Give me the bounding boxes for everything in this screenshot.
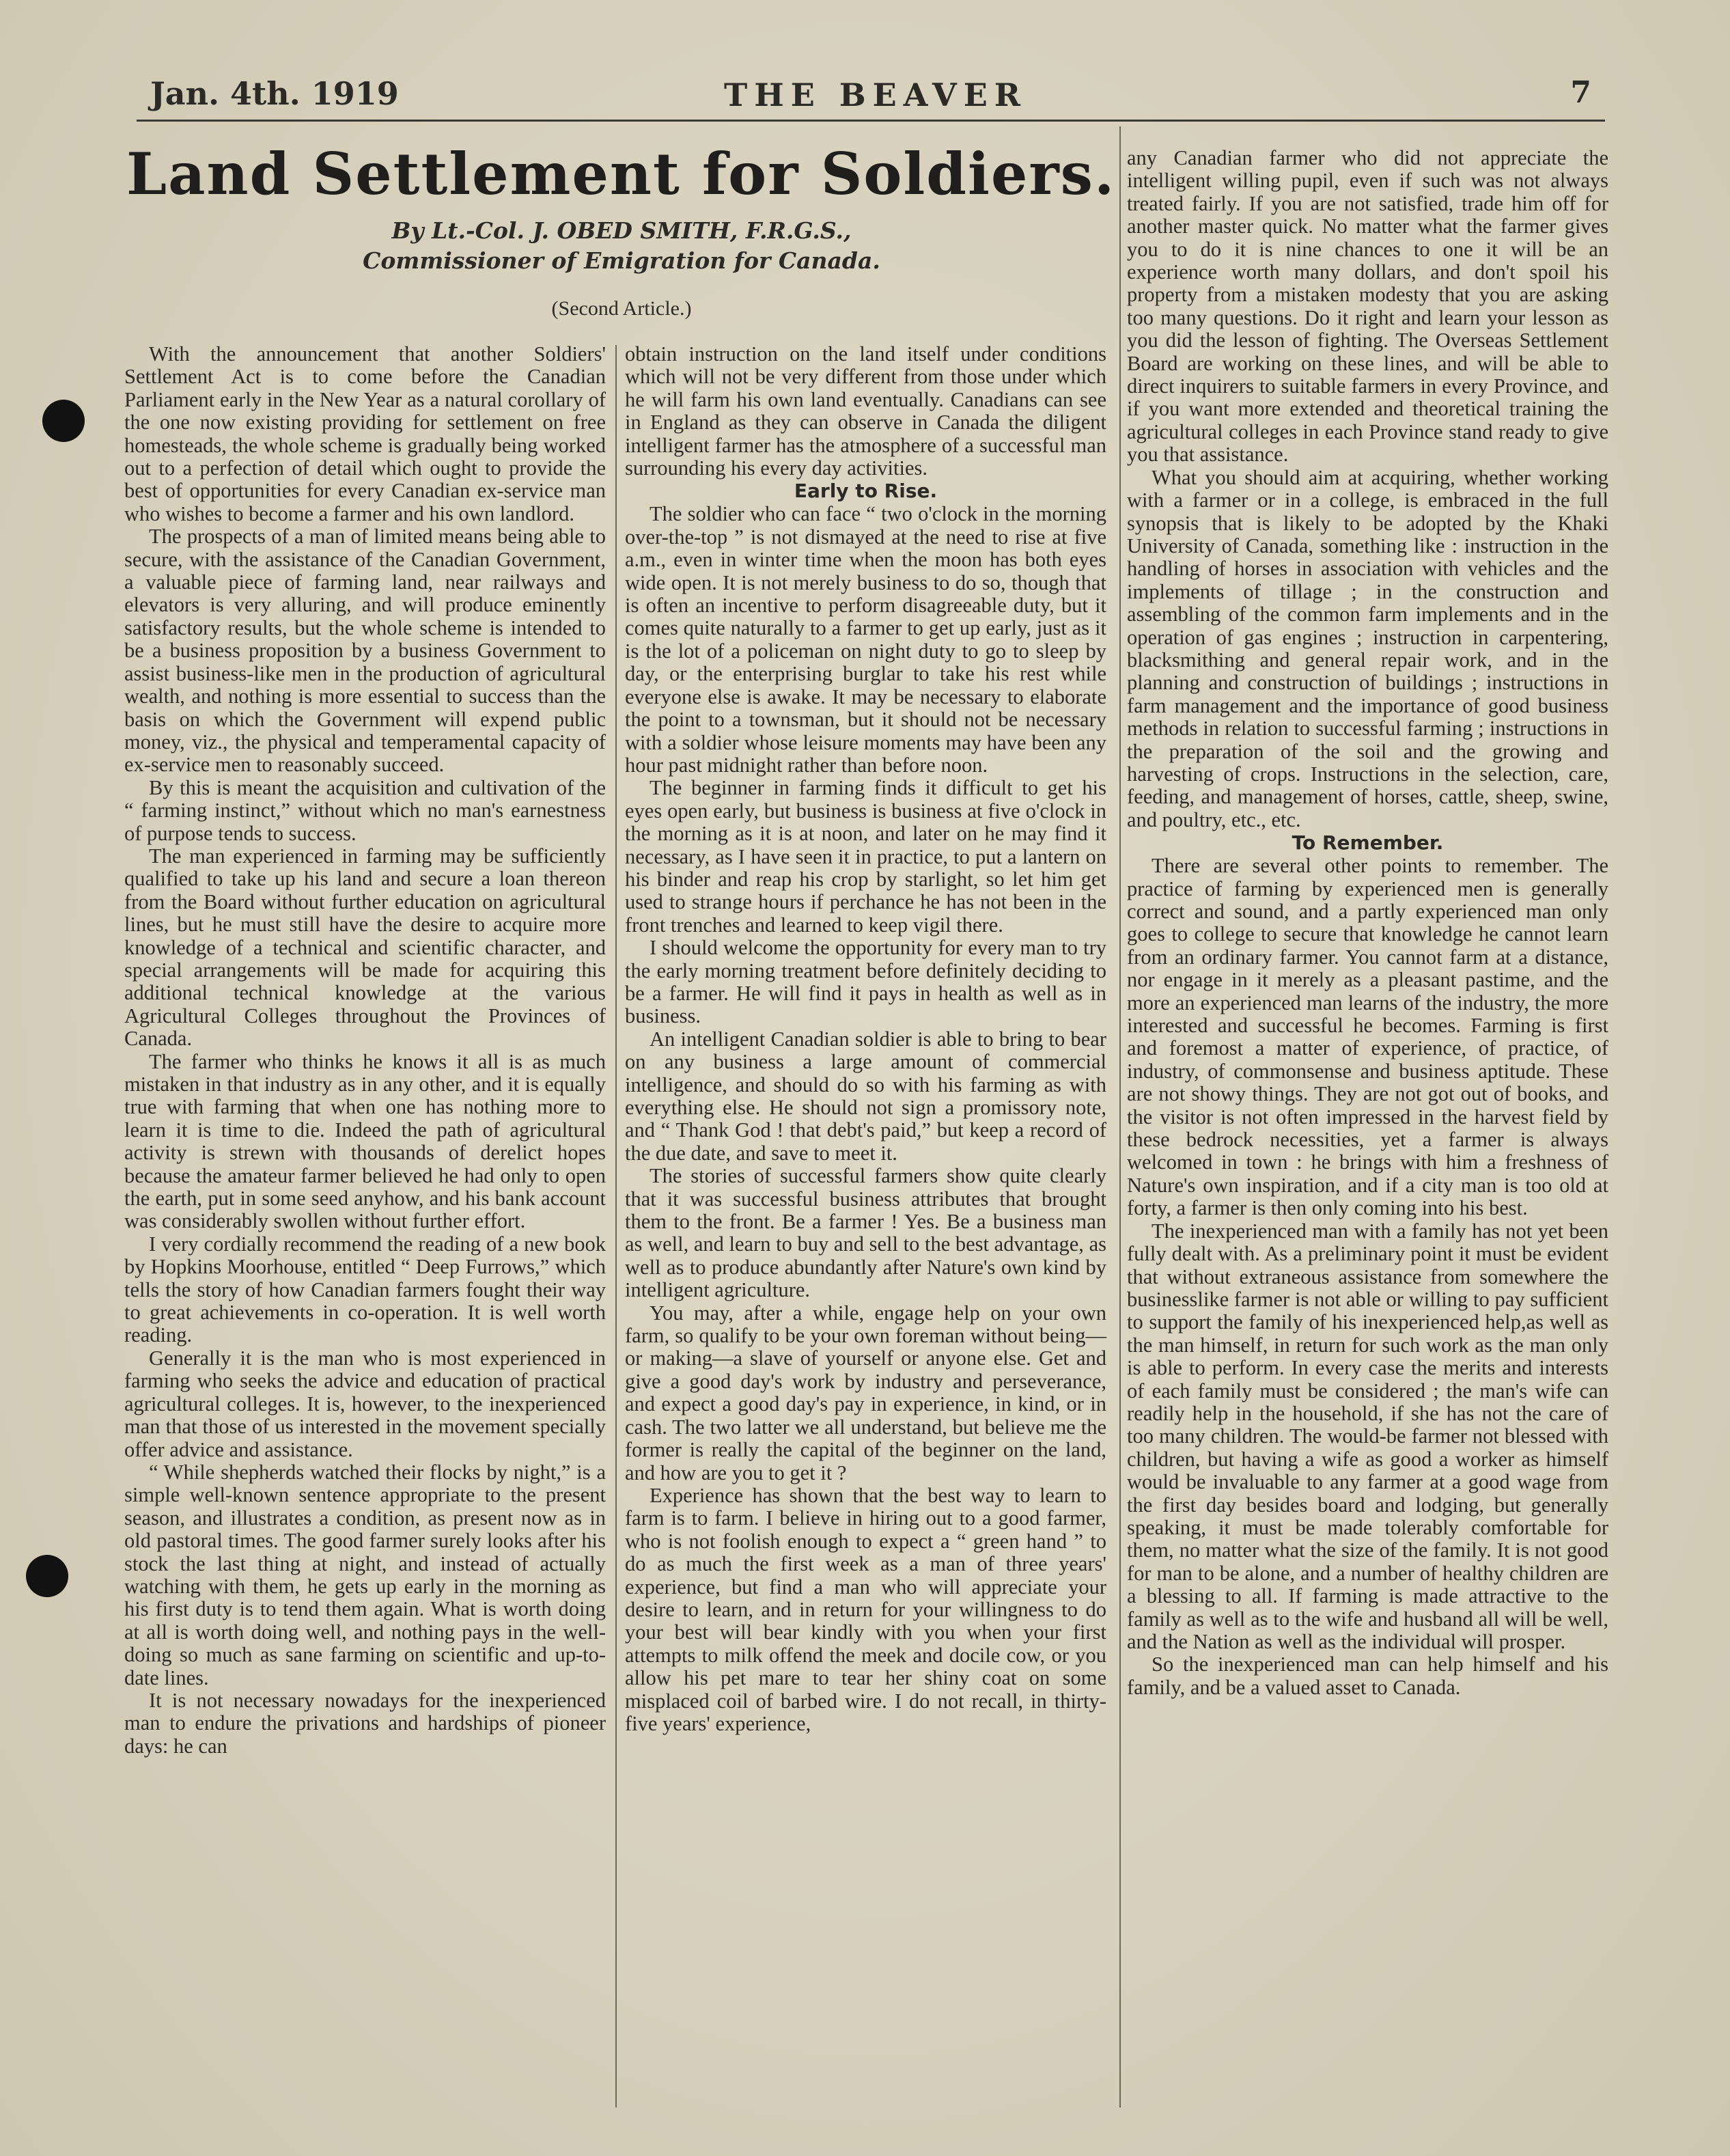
paragraph: I very cordially recommend the reading of a new book by Hopkins Moorhouse, entitled “ Deep Furrows,” which tells the story of how Canadian farmers fought their way to great achievements in co-operation. It is well worth reading. <box>124 1232 606 1347</box>
header-rule <box>137 120 1605 122</box>
article-title: Land Settlement for Soldiers. <box>126 140 1116 208</box>
paragraph: An intelligent Canadian soldier is able to bring to bear on any business a large amount of commercial intelligence, and should do so with his farming as with everything else. He should not sign a promissory note, and “ Thank God ! that debt's paid,” but keep a record of the due date, and save to meet it. <box>625 1027 1106 1165</box>
paragraph: “ While shepherds watched their flocks by night,” is a simple well-known sentence appropriate to the present season, and illustrates a condition, as present now as in old pastoral times. The good farmer surely looks after his stock the last thing at night, and instead of actually watching with them, he gets up early in the morning as his first duty is to tend them again. What is worth doing at all is worth doing well, and nothing pays in the well-doing so much as sane farming on scientific and up-to-date lines. <box>124 1460 606 1689</box>
column-divider <box>1119 126 1121 2107</box>
paragraph: The farmer who thinks he knows it all is as much mistaken in that industry as in any other, and it is equally true with farming that when one has nothing more to learn it is time to die. Indeed the path of agricultural activity is strewn with thousands of derelict hopes because the amateur farmer believed he had only to open the earth, put in some seed anyhow, and his bank account was considerably swollen without further effort. <box>124 1049 606 1233</box>
paragraph: I should welcome the opportunity for every man to try the early morning treatment before definitely deciding to be a farmer. He will find it pays in health as well as in business. <box>625 936 1106 1028</box>
paragraph: The man experienced in farming may be sufficiently qualified to take up his land and secure a loan thereon from the Board without further education on agricultural lines, but he must still have the desire to acquire more knowledge of a technical and scientific character, and special arrangements will be made for acquiring this additional technical knowledge at the various Agricultural Colleges throughout the Provinces of Canada. <box>124 844 606 1051</box>
column-divider <box>615 345 617 2107</box>
column-3 <box>1127 147 1608 1699</box>
paragraph: obtain instruction on the land itself under conditions which will not be very different from those under which he will farm his own land eventually. Canadians can see in England as they can observe in Canada the diligent intelligent farmer has the atmosphere of a successful man surrounding his every day activities. <box>625 342 1106 480</box>
article-part-label: (Second Article.) <box>551 297 692 320</box>
page-header <box>150 75 1591 116</box>
paragraph: It is not necessary nowadays for the inexperienced man to endure the privations and hardships of pioneer days: he can <box>124 1688 606 1758</box>
paragraph: any Canadian farmer who did not appreciate the intelligent willing pupil, even if such was not always treated fairly. If you are not satisfied, trade him off for another master quick. No matter what the farmer gives you to do it is nine chances to one it will be an experience worth many dollars, and don't spoil his property from a mistaken modesty that you are asking too many questions. Do it right and learn your lesson as you did the lesson of fighting. The Overseas Settlement Board are working on these lines, and will be able to direct inquirers to suitable farmers in every Province, and if you want more extended and theoretical training the agricultural colleges in each Province stand ready to give you that assistance. <box>1127 146 1608 467</box>
paragraph: You may, after a while, engage help on your own farm, so qualify to be your own foreman without being—or making—a slave of yourself or anyone else. Get and give a good day's work by industry and perseverance, and expect a good day's pay in experience, in kind, or in cash. The two latter we all understand, but believe me the former is really the capital of the beginner on the land, and how are you to get it ? <box>625 1301 1106 1484</box>
paragraph: The inexperienced man with a family has not yet been fully dealt with. As a preliminary point it must be evident that without extraneous assistance from somewhere the businesslike farmer is not able or willing to pay sufficient to support the family of his inexperienced help,as well as the man himself, in return for such work as the man only is able to perform. In every case the merits and interests of each family must be considered ; the man's wife can readily help in the household, if she has not the care of too many children. The would-be farmer not blessed with children, but having a wife as good a worker as himself would be invaluable to any farmer at a good wage from the first day besides board and lodging, but generally speaking, it must be made tolerably comfortable for them, no matter what the size of the family. It is not good for man to be alone, and a number of healthy children are a blessing to all. If farming is made attractive to the family as well as to the wife and husband all will be well, and the Nation as well as the individual will prosper. <box>1127 1219 1608 1653</box>
paragraph: The beginner in farming finds it difficult to get his eyes open early, but business is business at five o'clock in the morning as it is at noon, and later on he may find it necessary, as I have seen it in practice, to put a lantern on his binder and reap his crop by starlight, so let him get used to strange hours if perchance he has not been in the front trenches and learned to keep vigil there. <box>625 776 1106 937</box>
column-2 <box>625 343 1106 1735</box>
byline-author: By Lt.-Col. J. OBED SMITH, F.R.G.S., <box>391 217 852 244</box>
paragraph: The stories of successful farmers show quite clearly that it was successful business attributes that brought them to the front. Be a farmer ! Yes. Be a business man as well, and learn to buy and sell to the best advantage, as well as to produce abundantly after Nature's own kind by intelligent agriculture. <box>625 1164 1106 1302</box>
column-1 <box>124 343 606 1758</box>
paragraph: Generally it is the man who is most experienced in farming who seeks the advice and education of practical agricultural colleges. It is, however, to the inexperienced man that those of us interested in the movement specially offer advice and assistance. <box>124 1346 606 1461</box>
punch-hole <box>42 400 85 442</box>
publication-name: THE BEAVER <box>724 77 1028 113</box>
paragraph: Experience has shown that the best way to learn to farm is to farm. I believe in hiring out to a good farmer, who is not foolish enough to expect a “ green hand ” to do as much the first week as a man of three years' experience, but find a man who will appreciate your desire to learn, and in return for your willingness to do your best will bear kindly with you when your first attempts to milk offend the meek and docile cow, or you allow his pet mare to tear her shiny coat on some misplaced coil of barbed wire. I do not recall, in thirty-five years' experience, <box>625 1483 1106 1735</box>
punch-hole <box>26 1555 68 1597</box>
issue-date: Jan. 4th. 1919 <box>150 75 399 112</box>
byline-role: Commissioner of Emigration for Canada. <box>363 247 880 274</box>
paragraph: So the inexperienced man can help himself and his family, and be a valued asset to Canada. <box>1127 1653 1608 1699</box>
paragraph: With the announcement that another Soldiers' Settlement Act is to come before the Canadian Parliament early in the New Year as a natural corollary of the one now existing providing for settlement on free homesteads, the whole scheme is gradually being worked out to a perfection of detail which ought to provide the best of opportunities for every Canadian ex-service man who wishes to become a farmer and his own landlord. <box>124 342 606 525</box>
section-heading: Early to Rise. <box>794 480 938 503</box>
paragraph: The prospects of a man of limited means being able to secure, with the assistance of the Canadian Government, a valuable piece of farming land, near railways and elevators is very alluring, and will produce eminently satisfactory results, but the whole scheme is intended to be a business proposition by a business Government to assist business-like men in the production of agricultural wealth, and nothing is more essential to success than the basis on which the Government will expend public money, viz., the physical and temperamental capacity of ex-service men to reasonably succeed. <box>124 525 606 777</box>
paragraph: What you should aim at acquiring, whether working with a farmer or in a college, is embraced in the full synopsis that is likely to be adopted by the Khaki University of Canada, something like : instruction in the handling of horses in association with vehicles and the implements of tillage ; in the construction and assembling of the common farm implements and in the operation of gas engines ; instruction in carpentering, blacksmithing and general repair work, and in the planning and construction of buildings ; instructions in farm management and the importance of good business methods in relation to successful farming ; instructions in the preparation of the soil and the growing and harvesting of crops. Instructions in the selection, care, feeding, and management of horses, cattle, sheep, swine, and poultry, etc., etc. <box>1127 465 1608 831</box>
paragraph: The soldier who can face “ two o'clock in the morning over-the-top ” is not dismayed at the need to rise at five a.m., even in winter time when the moon has both eyes wide open. It is not merely business to do so, though that is often an incentive to perform disagreeable duty, but it comes quite naturally to a farmer to get up early, just as it is the lot of a policeman on night duty to go to sleep by day, or the enterprising burglar to take his rest while everyone else is awake. It may be necessary to elaborate the point to a townsman, but it should not be necessary with a soldier whose leisure moments may have been any hour past midnight rather than before noon. <box>625 502 1106 777</box>
section-heading: To Remember. <box>1292 831 1444 855</box>
paragraph: There are several other points to remember. The practice of farming by experienced men is generally correct and sound, and a partly experienced man only goes to college to secure that knowledge he cannot learn from an ordinary farmer. You cannot farm at a distance, nor engage in it merely as a pleasant pastime, and the more an experienced man learns of the industry, the more interested and successful he becomes. Farming is first and foremost a matter of experience, of practice, of industry, of commonsense and business aptitude. These are not showy things. They are not got out of books, and the visitor is not often impressed in the harvest field by these bedrock necessities, yet a farmer is always welcomed in town : he brings with him a freshness of Nature's own inspiration, and if a city man is too old at forty, a farmer is then only coming into his best. <box>1127 854 1608 1220</box>
paragraph: By this is meant the acquisition and cultivation of the “ farming instinct,” without which no man's earnestness of purpose tends to success. <box>124 775 606 845</box>
page-number: 7 <box>1570 75 1591 110</box>
